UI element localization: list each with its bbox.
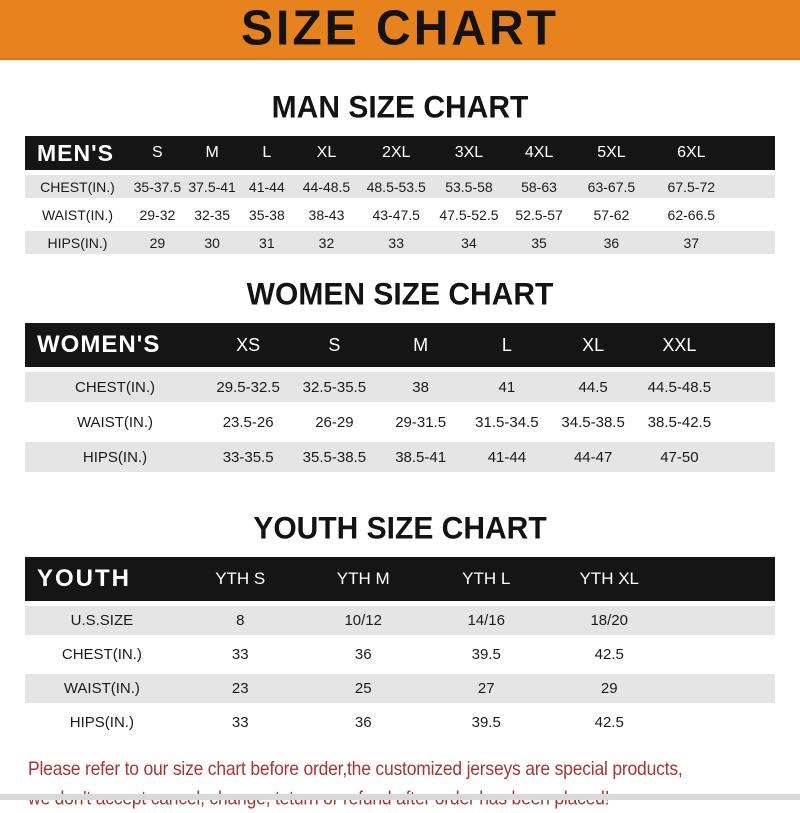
row-label: CHEST(IN.) xyxy=(25,175,130,198)
cell-value: 41-44 xyxy=(464,442,550,472)
section-heading-women: WOMEN SIZE CHART xyxy=(246,277,554,312)
cell-value: 35-38 xyxy=(239,203,294,226)
footer-note xyxy=(28,754,800,813)
cell-spacer xyxy=(734,203,775,226)
header-spacer xyxy=(723,323,776,367)
column-header: 3XL xyxy=(434,136,504,170)
bottom-strip xyxy=(0,794,800,800)
column-header: YTH S xyxy=(179,557,302,601)
column-header: YTH M xyxy=(302,557,425,601)
cell-value: 62-66.5 xyxy=(649,203,734,226)
column-header: L xyxy=(464,323,550,367)
row-label: WAIST(IN.) xyxy=(25,674,179,703)
column-header: YTH L xyxy=(425,557,548,601)
cell-value: 38.5-41 xyxy=(378,442,464,472)
banner-title: SIZE CHART xyxy=(241,1,559,56)
cell-value: 32 xyxy=(294,231,359,254)
cell-value: 52.5-57 xyxy=(504,203,574,226)
row-label: U.S.SIZE xyxy=(25,606,179,635)
cell-value: 32-35 xyxy=(185,203,240,226)
cell-value: 29 xyxy=(548,674,671,703)
cell-value: 8 xyxy=(179,606,302,635)
cell-value: 63-67.5 xyxy=(574,175,649,198)
cell-value: 58-63 xyxy=(504,175,574,198)
table-header-row xyxy=(25,136,775,170)
table-group-label: WOMEN'S xyxy=(25,323,205,367)
cell-value: 34.5-38.5 xyxy=(550,407,636,437)
column-header: XS xyxy=(205,323,291,367)
column-header: 4XL xyxy=(504,136,574,170)
cell-value: 38.5-42.5 xyxy=(636,407,722,437)
cell-value: 36 xyxy=(574,231,649,254)
cell-value: 38-43 xyxy=(294,203,359,226)
cell-value: 57-62 xyxy=(574,203,649,226)
row-label: HIPS(IN.) xyxy=(25,231,130,254)
cell-value: 39.5 xyxy=(425,640,548,669)
table-row xyxy=(25,175,775,198)
cell-spacer xyxy=(723,442,776,472)
table-row xyxy=(25,203,775,226)
column-header: 6XL xyxy=(649,136,734,170)
cell-value: 43-47.5 xyxy=(359,203,434,226)
cell-value: 32.5-35.5 xyxy=(291,372,377,402)
cell-spacer xyxy=(723,407,776,437)
cell-value: 29-31.5 xyxy=(378,407,464,437)
column-header: L xyxy=(239,136,294,170)
cell-spacer xyxy=(671,606,775,635)
cell-value: 29-32 xyxy=(130,203,185,226)
row-label: CHEST(IN.) xyxy=(25,372,205,402)
cell-value: 44-48.5 xyxy=(294,175,359,198)
row-label: CHEST(IN.) xyxy=(25,640,179,669)
section-heading-men: MAN SIZE CHART xyxy=(271,90,529,125)
column-header: YTH XL xyxy=(548,557,671,601)
cell-spacer xyxy=(671,708,775,737)
cell-value: 44-47 xyxy=(550,442,636,472)
row-label: HIPS(IN.) xyxy=(25,708,179,737)
cell-value: 44.5-48.5 xyxy=(636,372,722,402)
cell-value: 35 xyxy=(504,231,574,254)
cell-value: 53.5-58 xyxy=(434,175,504,198)
cell-value: 33 xyxy=(179,708,302,737)
cell-value: 36 xyxy=(302,708,425,737)
table-row xyxy=(25,640,775,669)
cell-value: 31 xyxy=(239,231,294,254)
youth-size-table xyxy=(25,552,775,742)
cell-value: 23 xyxy=(179,674,302,703)
cell-value: 26-29 xyxy=(291,407,377,437)
cell-value: 33-35.5 xyxy=(205,442,291,472)
cell-value: 41-44 xyxy=(239,175,294,198)
table-group-label: YOUTH xyxy=(25,557,179,601)
women-size-table xyxy=(25,318,775,477)
section-heading-youth: YOUTH SIZE CHART xyxy=(253,511,547,546)
cell-value: 47.5-52.5 xyxy=(434,203,504,226)
row-label: WAIST(IN.) xyxy=(25,203,130,226)
header-spacer xyxy=(734,136,775,170)
column-header: S xyxy=(130,136,185,170)
cell-value: 67.5-72 xyxy=(649,175,734,198)
table-header-row xyxy=(25,557,775,601)
cell-value: 35.5-38.5 xyxy=(291,442,377,472)
row-label: WAIST(IN.) xyxy=(25,407,205,437)
table-row xyxy=(25,407,775,437)
cell-value: 42.5 xyxy=(548,708,671,737)
cell-value: 23.5-26 xyxy=(205,407,291,437)
cell-value: 37.5-41 xyxy=(185,175,240,198)
cell-value: 25 xyxy=(302,674,425,703)
cell-spacer xyxy=(734,231,775,254)
men-size-table xyxy=(25,131,775,259)
column-header: XL xyxy=(294,136,359,170)
cell-value: 42.5 xyxy=(548,640,671,669)
cell-value: 29 xyxy=(130,231,185,254)
size-chart-banner xyxy=(0,0,800,60)
cell-spacer xyxy=(734,175,775,198)
column-header: 2XL xyxy=(359,136,434,170)
cell-value: 38 xyxy=(378,372,464,402)
cell-value: 30 xyxy=(185,231,240,254)
cell-value: 33 xyxy=(359,231,434,254)
cell-value: 47-50 xyxy=(636,442,722,472)
header-spacer xyxy=(671,557,775,601)
cell-spacer xyxy=(671,640,775,669)
table-row xyxy=(25,606,775,635)
cell-value: 48.5-53.5 xyxy=(359,175,434,198)
cell-value: 37 xyxy=(649,231,734,254)
table-row xyxy=(25,231,775,254)
cell-spacer xyxy=(671,674,775,703)
cell-value: 33 xyxy=(179,640,302,669)
row-label: HIPS(IN.) xyxy=(25,442,205,472)
cell-value: 31.5-34.5 xyxy=(464,407,550,437)
cell-value: 14/16 xyxy=(425,606,548,635)
table-group-label: MEN'S xyxy=(25,136,130,170)
table-row xyxy=(25,442,775,472)
column-header: XL xyxy=(550,323,636,367)
table-header-row xyxy=(25,323,775,367)
cell-value: 41 xyxy=(464,372,550,402)
cell-value: 44.5 xyxy=(550,372,636,402)
cell-value: 27 xyxy=(425,674,548,703)
footer-line-1: Please refer to our size chart before order,the customized jerseys are special products, xyxy=(28,757,683,780)
column-header: M xyxy=(185,136,240,170)
cell-value: 39.5 xyxy=(425,708,548,737)
column-header: M xyxy=(378,323,464,367)
table-row xyxy=(25,708,775,737)
cell-value: 35-37.5 xyxy=(130,175,185,198)
column-header: 5XL xyxy=(574,136,649,170)
column-header: XXL xyxy=(636,323,722,367)
table-row xyxy=(25,372,775,402)
cell-value: 10/12 xyxy=(302,606,425,635)
cell-spacer xyxy=(723,372,776,402)
table-row xyxy=(25,674,775,703)
column-header: S xyxy=(291,323,377,367)
cell-value: 36 xyxy=(302,640,425,669)
cell-value: 18/20 xyxy=(548,606,671,635)
cell-value: 29.5-32.5 xyxy=(205,372,291,402)
cell-value: 34 xyxy=(434,231,504,254)
